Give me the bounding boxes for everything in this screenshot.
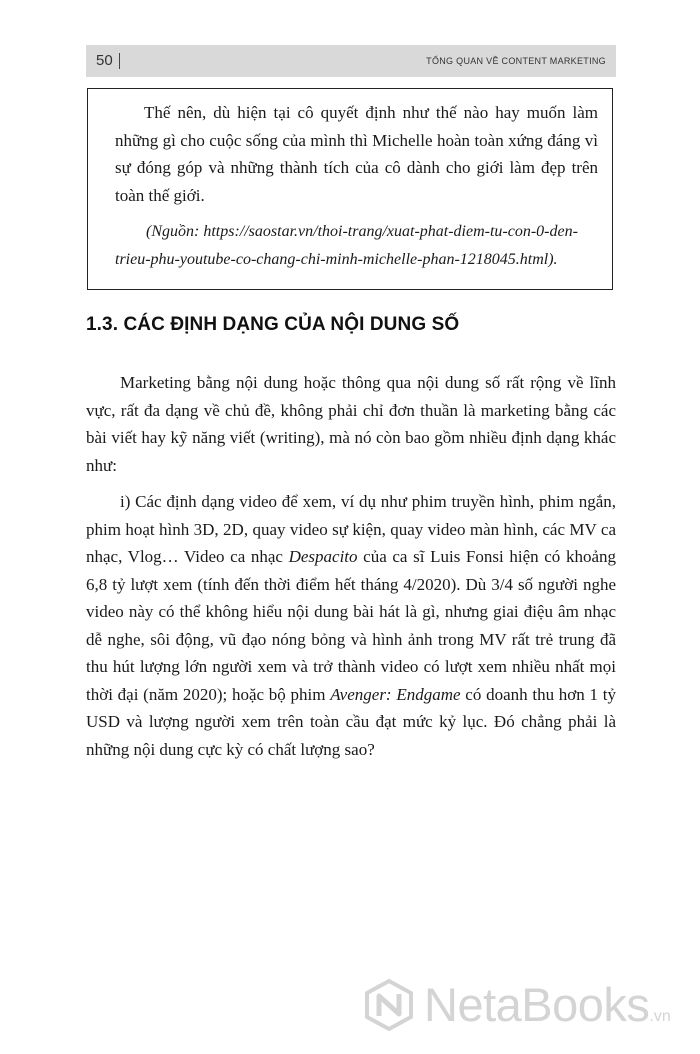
page-header: [86, 45, 616, 77]
source-citation: (Nguồn: https://saostar.vn/thoi-trang/xuat-phat-diem-tu-con-0-den-trieu-phu-youtube-co-chang-chi-minh-michelle-phan-1218045.html).: [115, 223, 578, 268]
section-heading: 1.3. CÁC ĐỊNH DẠNG CỦA NỘI DUNG SỐ: [86, 314, 460, 335]
running-title: TỔNG QUAN VỀ CONTENT MARKETING: [426, 56, 606, 66]
netabooks-logo-icon: [362, 978, 416, 1032]
watermark-suffix: .vn: [649, 1008, 671, 1025]
page-number: 50: [96, 52, 113, 69]
body-text: [86, 369, 616, 763]
header-divider: [119, 53, 120, 69]
paragraph-text: i) Các định dạng video để xem, ví dụ như phim truyền hình, phim ngắn, phim hoạt hình 3D, 2D, quay video sự kiện, quay video màn hình, các MV ca nhạc, Vlog… Video ca nhạc: [86, 492, 616, 566]
paragraph: Marketing bằng nội dung hoặc thông qua nội dung số rất rộng về lĩnh vực, rất đa dạng về chủ đề, không phải chỉ đơn thuần là marketing bằng các bài viết hay kỹ năng viết (writing), mà nó còn bao gồm nhiều định dạng khác như:: [86, 373, 616, 475]
watermark-brand: NetaBooks: [424, 978, 650, 1031]
watermark-text: [424, 975, 671, 1047]
quote-text: Thế nên, dù hiện tại cô quyết định như thế nào hay muốn làm những gì cho cuộc sống của mình thì Michelle hoàn toàn xứng đáng vì sự đóng góp và những thành tích của cô dành cho giới làm đẹp trên toàn thế giới.: [115, 103, 598, 205]
paragraph-text: có doanh thu hơn 1 tỷ USD và lượng người xem trên toàn cầu đạt mức kỷ lục. Đó chẳng phải là những nội dung cực kỳ có chất lượng sao?: [86, 684, 617, 759]
song-title: Despacito: [288, 547, 358, 566]
quote-box: [87, 88, 613, 290]
movie-title: Avenger: Endgame: [330, 684, 461, 704]
paragraph: [86, 488, 616, 763]
paragraph-text: của ca sĩ Luis Fonsi hiện có khoảng 6,8 tỷ lượt xem (tính đến thời điểm hết tháng 4/2020). Dù 3/4 số người nghe video này có thể không hiểu nội dung bài hát là gì, nhưng giai điệu âm nhạc dễ nghe, sôi động, vũ đạo nóng bỏng và hình ảnh trong MV rất trẻ trung đã thu hút lượng lớn người xem và trở thành video có lượt xem nhiều nhất mọi thời đại (năm 2020); hoặc bộ phim: [86, 547, 616, 704]
watermark: [362, 975, 692, 1035]
